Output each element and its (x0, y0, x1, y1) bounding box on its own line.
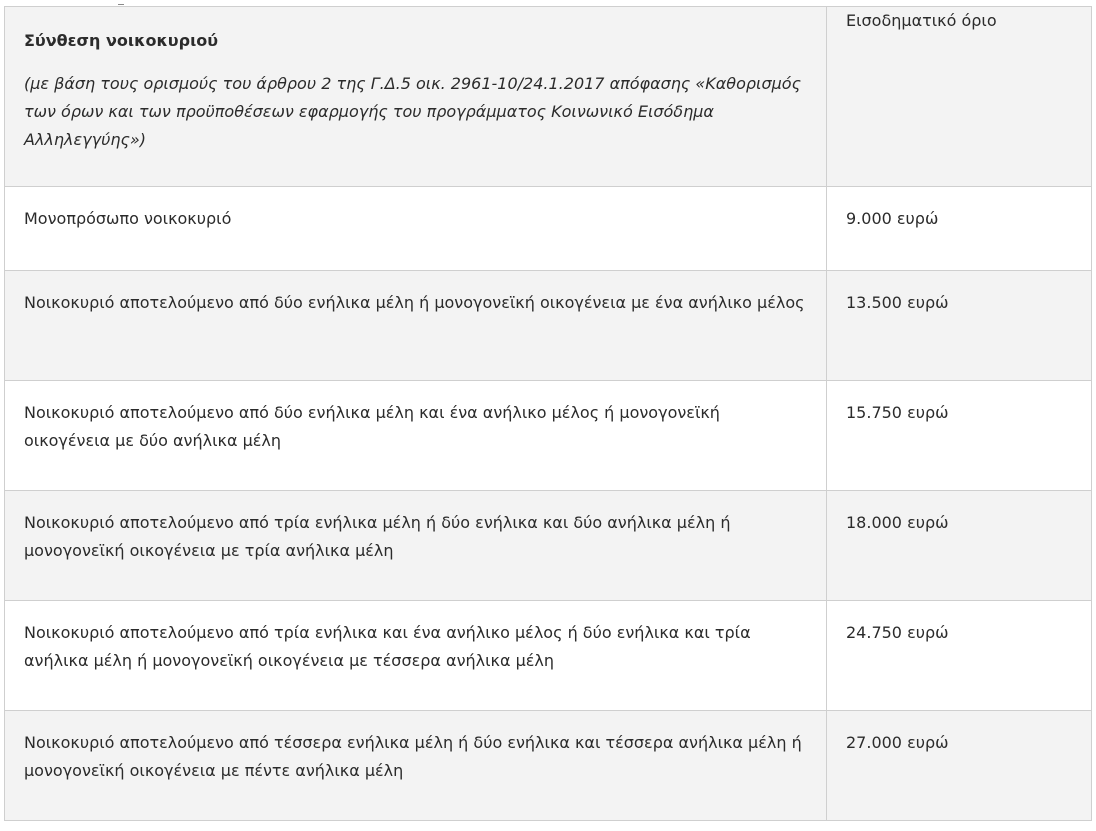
limit-cell: 27.000 ευρώ (827, 711, 1092, 821)
table-header-row (5, 7, 1092, 187)
composition-cell: Νοικοκυριό αποτελούμενο από δύο ενήλικα μέλη και ένα ανήλικο μέλος ή μονογονεϊκή οικογένεια με δύο ανήλικα μέλη (5, 381, 827, 491)
clipped-text-fragment (118, 0, 124, 5)
header-composition-cell (5, 7, 827, 187)
composition-cell: Νοικοκυριό αποτελούμενο από τέσσερα ενήλικα μέλη ή δύο ενήλικα και τέσσερα ανήλικα μέλη ή μονογονεϊκή οικογένεια με πέντε ανήλικα μέλη (5, 711, 827, 821)
income-limits-table (4, 6, 1092, 821)
composition-cell: Νοικοκυριό αποτελούμενο από τρία ενήλικα και ένα ανήλικο μέλος ή δύο ενήλικα και τρία ανήλικα μέλη ή μονογονεϊκή οικογένεια με τέσσερα ανήλικα μέλη (5, 601, 827, 711)
composition-cell: Νοικοκυριό αποτελούμενο από τρία ενήλικα μέλη ή δύο ενήλικα και δύο ανήλικα μέλη ή μονογονεϊκή οικογένεια με τρία ανήλικα μέλη (5, 491, 827, 601)
composition-cell: Νοικοκυριό αποτελούμενο από δύο ενήλικα μέλη ή μονογονεϊκή οικογένεια με ένα ανήλικο μέλος (5, 271, 827, 381)
header-limit-cell: Εισοδηματικό όριο (827, 7, 1092, 187)
limit-cell: 15.750 ευρώ (827, 381, 1092, 491)
table-row (5, 711, 1092, 821)
composition-cell: Μονοπρόσωπο νοικοκυριό (5, 187, 827, 271)
table-row (5, 271, 1092, 381)
limit-cell: 18.000 ευρώ (827, 491, 1092, 601)
header-composition-title: Σύνθεση νοικοκυριού (24, 31, 219, 50)
limit-cell: 9.000 ευρώ (827, 187, 1092, 271)
table-row (5, 381, 1092, 491)
table-row (5, 491, 1092, 601)
table-row (5, 601, 1092, 711)
header-composition-note: (με βάση τους ορισμούς του άρθρου 2 της Γ.Δ.5 οικ. 2961-10/24.1.2017 απόφασης «Καθορισμός των όρων και των προϋποθέσεων εφαρμογής του προγράμματος Κοινωνικό Εισόδημα Αλληλεγγύης») (24, 74, 801, 149)
limit-cell: 13.500 ευρώ (827, 271, 1092, 381)
table-row (5, 187, 1092, 271)
limit-cell: 24.750 ευρώ (827, 601, 1092, 711)
